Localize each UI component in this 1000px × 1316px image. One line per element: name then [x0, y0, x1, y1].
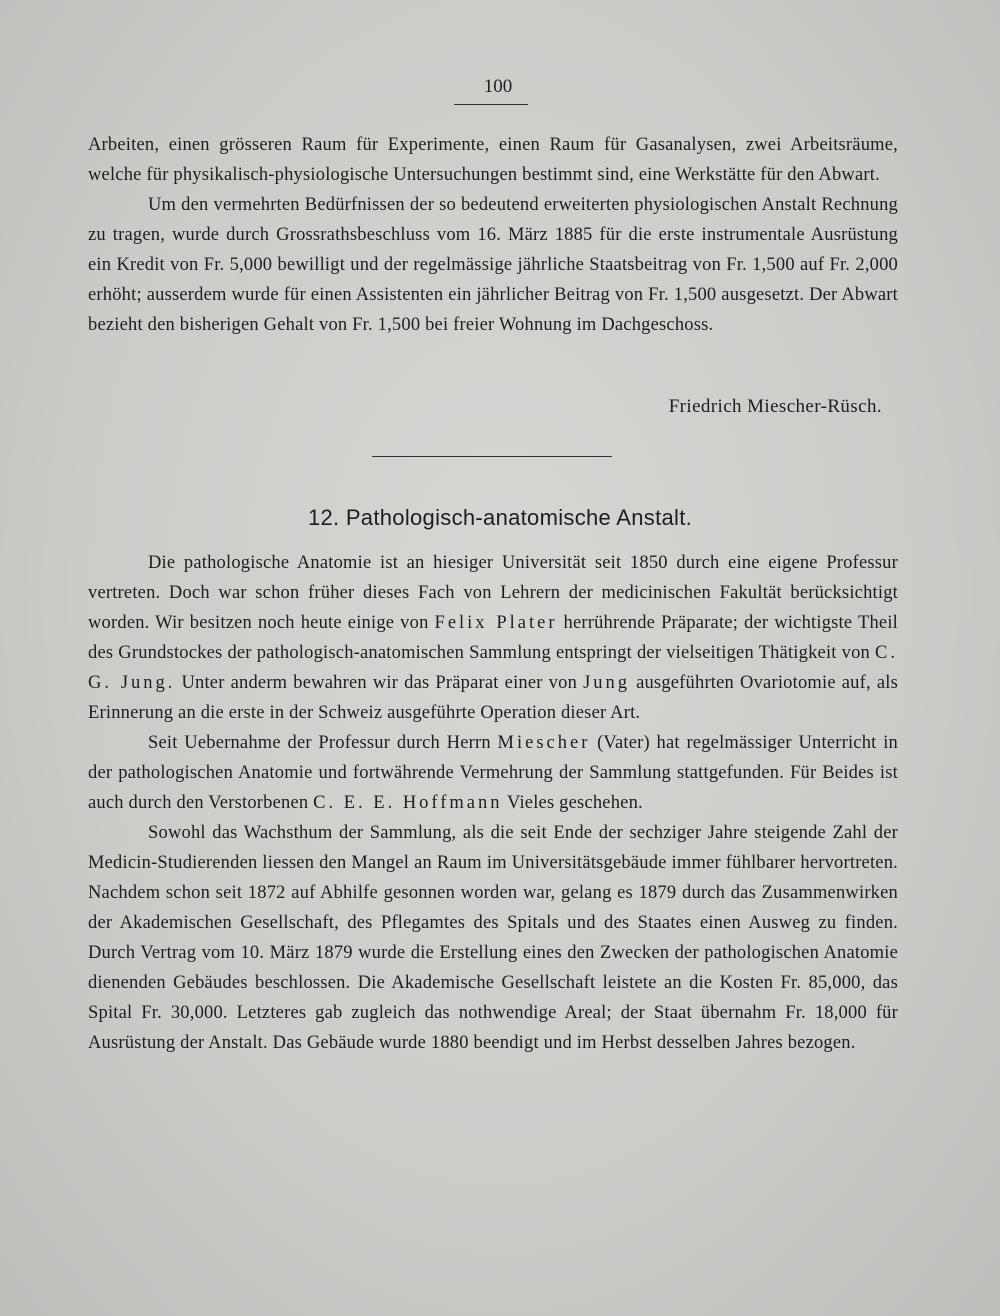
continuation-paragraph: Arbeiten, einen grösseren Raum für Experimente, einen Raum für Gasanalysen, zwei Arbeitsräume, welche für physikalisch-physiologische Untersuchungen bestimmt sind, eine Werkstätte für den Abwart. [88, 135, 898, 185]
text-run: herrührende Präparate; der wichtigste Theil des Grundstockes der pathologisch-anatomischen Sammlung entspringt der vielseitigen Thätigkeit von [88, 613, 898, 663]
section-divider [372, 456, 612, 457]
text-run: Vieles geschehen. [502, 793, 643, 813]
page-number: 100 [483, 76, 513, 97]
text-run: Unter anderm bewahren wir das Präparat einer von [175, 673, 584, 693]
author-signature: Friedrich Miescher-Rüsch. [668, 396, 882, 417]
section-paragraph-history [88, 548, 898, 728]
page-number-rule [454, 104, 528, 105]
section-paragraph-building: Sowohl das Wachsthum der Sammlung, als die seit Ende der sechziger Jahre steigende Zahl der Medicin-Studierenden liessen den Mangel an Raum im Universitätsgebäude immer fühlbarer hervortreten. Nachdem schon seit 1872 auf Abhilfe gesonnen worden war, gelang es 1879 durch das Zusammenwirken der Akademischen Gesellschaft, des Pflegamtes des Spitals und des Staates einen Ausweg zu finden. Durch Vertrag vom 10. März 1879 wurde die Erstellung eines den Zwecken der pathologischen Anatomie dienenden Gebäudes beschlossen. Die Akademische Gesellschaft leistete an die Kosten Fr. 85,000, das Spital Fr. 30,000. Letzteres gab zugleich das nothwendige Areal; der Staat übernahm Fr. 18,000 für Ausrüstung der Anstalt. Das Gebäude wurde 1880 beendigt und im Herbst desselben Jahres bezogen. [88, 823, 898, 1053]
person-name: C. G. Jung. [88, 643, 898, 693]
upper-text-block [88, 130, 898, 340]
person-name: Jung [583, 673, 631, 693]
text-run: Seit Uebernahme der Professur durch Herrn [148, 733, 498, 753]
person-name: C. E. E. Hoffmann [313, 793, 503, 813]
text-run: ausgeführten Ovariotomie auf, als Erinnerung an die erste in der Schweiz ausgeführte Operation dieser Art. [88, 673, 899, 723]
person-name: Felix Plater [434, 613, 558, 633]
text-run: (Vater) hat regelmässiger Unterricht in der pathologischen Anatomie und fortwährende Vermehrung der Sammlung stattgefunden. Für Beides ist auch durch den Verstorbenen [88, 733, 899, 813]
section-paragraph-teaching [88, 728, 898, 818]
paragraph-funding: Um den vermehrten Bedürfnissen der so bedeutend erweiterten physiologischen Anstalt Rechnung zu tragen, wurde durch Grossrathsbeschluss vom 16. März 1885 für die erste instrumentale Ausrüstung ein Kredit von Fr. 5,000 bewilligt und der regelmässige jährliche Staatsbeitrag von Fr. 1,500 auf Fr. 2,000 erhöht; ausserdem wurde für einen Assistenten ein jährlicher Beitrag von Fr. 1,500 ausgesetzt. Der Abwart bezieht den bisherigen Gehalt von Fr. 1,500 bei freier Wohnung im Dachgeschoss. [88, 195, 898, 335]
section-12-text-block [88, 548, 898, 1058]
person-name: Miescher [497, 733, 591, 753]
text-run: Die pathologische Anatomie ist an hiesiger Universität seit 1850 durch eine eigene Professur vertreten. Doch war schon früher dieses Fach von Lehrern der medicinischen Fakultät berücksichtigt worden. Wir besitzen noch heute einige von [88, 553, 898, 633]
section-heading: 12. Pathologisch-anatomische Anstalt. [307, 505, 693, 530]
